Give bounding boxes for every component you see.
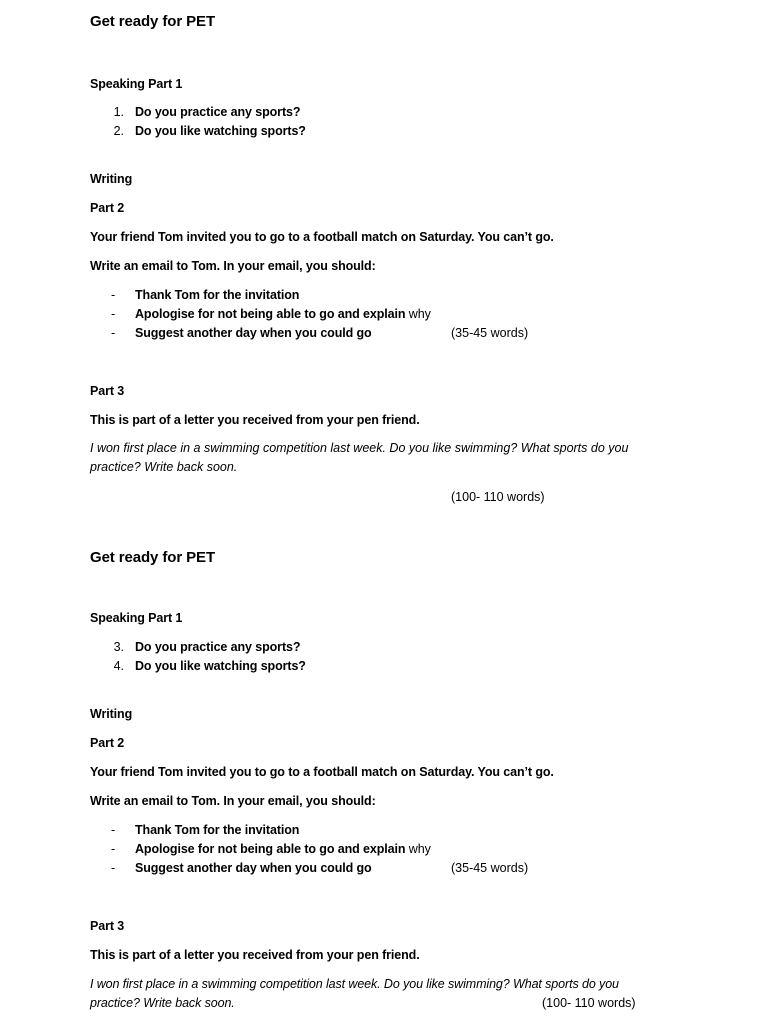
bullet-dash: - <box>111 861 116 875</box>
bullet-dash: - <box>111 823 116 837</box>
speaking-heading: Speaking Part 1 <box>90 611 183 625</box>
writing-heading: Writing <box>90 707 133 721</box>
question-number: 4. <box>113 659 124 673</box>
bullet-dash: - <box>111 326 116 340</box>
question-text: Do you practice any sports? <box>135 105 301 119</box>
letter-excerpt: I won first place in a swimming competition last week. Do you like swimming? What sports do you practice? Write back soon. <box>90 441 629 474</box>
bullet-text: Suggest another day when you could go <box>135 326 372 340</box>
part3-prompt: This is part of a letter you received from your pen friend. <box>90 948 420 962</box>
question-number: 1. <box>113 105 124 119</box>
bullet-dash: - <box>111 842 116 856</box>
bullet-text: Thank Tom for the invitation <box>135 823 300 837</box>
bullet-text: Suggest another day when you could go <box>135 861 372 875</box>
part2-heading: Part 2 <box>90 201 125 215</box>
letter-excerpt-line: I won first place in a swimming competition last week. Do you like swimming? What sports do you <box>90 977 619 991</box>
part3-prompt: This is part of a letter you received from your pen friend. <box>90 413 420 427</box>
bullet-dash: - <box>111 307 116 321</box>
page-title: Get ready for PET <box>90 13 216 30</box>
question-text: Do you practice any sports? <box>135 640 301 654</box>
word-count: (100- 110 words) <box>451 490 545 504</box>
bullet-text: Thank Tom for the invitation <box>135 288 300 302</box>
question-number: 2. <box>113 124 124 138</box>
part3-heading: Part 3 <box>90 384 125 398</box>
word-count: (35-45 words) <box>451 861 529 875</box>
word-count: (100- 110 words) <box>542 996 636 1010</box>
question-text: Do you like watching sports? <box>135 659 306 673</box>
bullet-dash: - <box>111 288 116 302</box>
question-number: 3. <box>113 640 124 654</box>
writing-heading: Writing <box>90 172 133 186</box>
part2-prompt: Your friend Tom invited you to go to a football match on Saturday. You can’t go. <box>90 230 554 244</box>
part2-heading: Part 2 <box>90 736 125 750</box>
letter-excerpt-line: practice? Write back soon. <box>90 996 235 1010</box>
part2-instruction: Write an email to Tom. In your email, you should: <box>90 794 376 808</box>
part2-instruction: Write an email to Tom. In your email, you should: <box>90 259 376 273</box>
bullet-text: Apologise for not being able to go and explain why <box>135 307 431 321</box>
speaking-heading: Speaking Part 1 <box>90 77 183 91</box>
word-count: (35-45 words) <box>451 326 529 340</box>
page-title: Get ready for PET <box>90 549 216 566</box>
bullet-text: Apologise for not being able to go and explain why <box>135 842 431 856</box>
part3-heading: Part 3 <box>90 919 125 933</box>
part2-prompt: Your friend Tom invited you to go to a football match on Saturday. You can’t go. <box>90 765 554 779</box>
question-text: Do you like watching sports? <box>135 124 306 138</box>
